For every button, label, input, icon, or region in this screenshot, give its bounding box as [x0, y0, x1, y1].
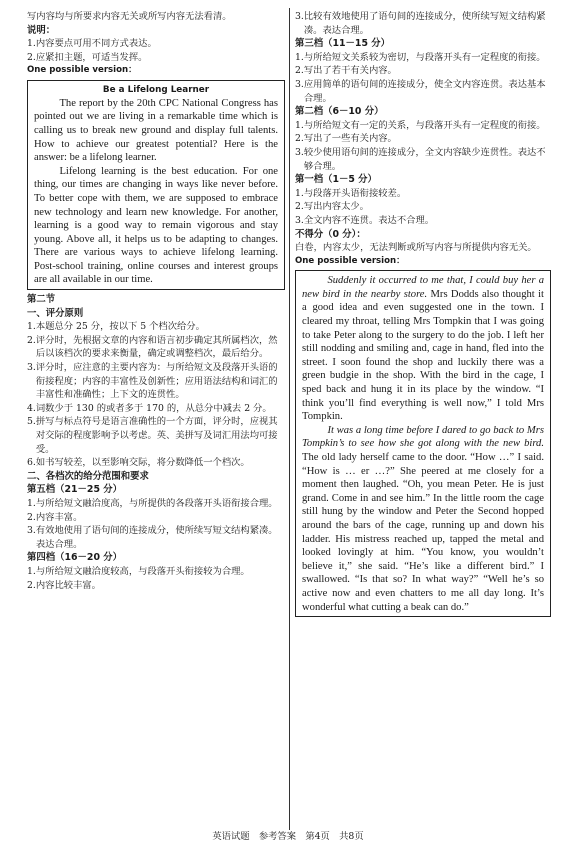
band1-heading: 第一档（1－5 分）: [295, 174, 377, 186]
sample-story-box: [295, 270, 551, 617]
story-text: The old lady herself came to the door. “How …” I said. “How is … er …?” She peered at me closely for a moment then laughed. “Oh, you mean Peter. He is just grand. Come in and see him.” In the little room the cage still hung by the window and Peter the Second hopped around the bars of the cage, running up and down his ladder. His mistress reached up, tapped the metal and looked lovingly at him. “You know, you wouldn’t believe it,” she said. “He’s like a different bird.” I swallowed. “Is that so? In what way?” “Well he’s so active now and even chatters to me all day long. It’s wonderful what cutting a beak can do.”: [302, 452, 544, 613]
essay-paragraph: Lifelong learning is the best education. For one thing, our times are changing in ways like never before. To better cope with them, we are supposed to embrace new technology and learn new knowledge. For another, learning is a good way to remain vigorous and stay young. Above all, it helps us to be adapting to changes. There are various ways to achieve lifelong learning. Post-school training, online courses and interest groups are all available in our time.: [34, 165, 278, 286]
story-paragraph: [302, 274, 544, 424]
list-item: 3. 应用简单的语句间的连接成分，使全文内容连贯。表达基本合理。: [295, 78, 546, 104]
band3-heading: 第三档（11－15 分）: [295, 38, 390, 50]
list-item: 2. 评分时，先根据文章的内容和语言初步确定其所属档次，然后以该档次的要求来衡量，确定或调整档次，最后给分。: [27, 334, 278, 360]
story-text: Mrs Dodds also thought it a good idea and even suggested one in the town. I cleared my throat, telling Mrs Tompkin that I was going to take Peter along to the surgery to do the job. I left her still nodding and smiling and, cage in hand, fled into the street. I soon found the shop and luckily there was a green budgie in the shop. With the bird in the cage, I sped back and hung it in its place by the window. “I think you’ll find everything is well now,” I told Mrs Tompkin.: [302, 288, 544, 423]
list-item: 1. 与所给短文关系较为密切，与段落开头有一定程度的衔接。: [295, 51, 546, 63]
band5-heading: 第五档（21－25 分）: [27, 484, 122, 496]
left-column: [27, 10, 285, 592]
sample-essay-box: [27, 80, 285, 290]
list-item: 1. 与段落开头语衔接较差。: [295, 187, 407, 199]
band5-list: [27, 497, 285, 551]
list-item: 1. 本题总分 25 分，按以下 5 个档次给分。: [27, 321, 205, 333]
right-column: [295, 10, 551, 617]
list-item: 3. 有效地使用了语句间的连接成分，使所续写短文结构紧凑。表达合理。: [27, 525, 278, 550]
list-item: 2. 写出了若干有关内容。: [295, 65, 397, 77]
notes-list: [27, 37, 285, 64]
version-heading: One possible version：: [27, 65, 137, 76]
essay-title: Be a Lifelong Learner: [102, 84, 210, 95]
list-item: 3. 较少使用语句间的连接成分，全文内容缺少连贯性。表达不够合理。: [295, 146, 546, 172]
story-paragraph: [302, 424, 544, 614]
list-item: 6. 如书写较差，以至影响交际，将分数降低一个档次。: [27, 457, 250, 469]
band1-list: [295, 187, 551, 228]
band2-list: [295, 119, 551, 173]
list-item: 1. 内容要点可用不同方式表达。: [27, 38, 157, 50]
list-item: 2. 写出了一些有关内容。: [295, 133, 397, 145]
ranges-heading: 二、各档次的给分范围和要求: [27, 470, 149, 482]
principles-heading: 一、评分原则: [27, 307, 84, 319]
list-item: 2. 内容比较丰富。: [27, 579, 101, 591]
band2-heading: 第二档（6－10 分）: [295, 106, 384, 118]
story-lead-sentence: Suddenly it occurred to me that, I could buy her a new bird in the nearby store.: [302, 275, 544, 300]
page-footer: 英语试题 参考答案 第4页 共8页: [212, 831, 364, 842]
list-item: 1. 与所给短文融洽度较高，与段落开头衔接较为合理。: [27, 565, 250, 577]
band4-list: [27, 565, 285, 592]
version-heading: One possible version：: [295, 255, 405, 266]
list-item: 1. 与所给短文融洽度高，与所提供的各段落开头语衔接合理。: [27, 497, 278, 509]
principles-list: [27, 320, 285, 470]
list-item: 3. 全文内容不连贯。表达不合理。: [295, 214, 435, 226]
section-heading: 第二节: [27, 294, 56, 306]
column-divider: [289, 8, 290, 830]
story-lead-sentence: It was a long time before I dared to go back to Mrs Tompkin’s to see how she got along with the new bird.: [302, 424, 544, 450]
list-item: 2. 应紧扣主题，可适当发挥。: [27, 51, 148, 63]
list-item: 2. 内容丰富。: [27, 511, 83, 523]
band4-cont-list: [295, 10, 551, 37]
list-item: 1. 与所给短文有一定的关系，与段落开头有一定程度的衔接。: [295, 119, 546, 131]
list-item: 2. 写出内容太少。: [295, 201, 369, 213]
zero-heading: 不得分（0 分）：: [295, 228, 366, 240]
list-item: 4. 词数少于 130 的或者多于 170 的，从总分中减去 2 分。: [27, 402, 272, 414]
band4-heading: 第四档（16－20 分）: [27, 552, 122, 564]
note-heading: 说明：: [27, 24, 56, 36]
list-item: 3. 评分时，应注意的主要内容为：与所给短文及段落开头语的衔接程度；内容的丰富性及创新性；应用语法结构和词汇的丰富性和准确性；上下文的连贯性。: [27, 362, 278, 401]
list-item: 5. 拼写与标点符号是语言准确性的一个方面，评分时，应视其对交际的程度影响予以考虑。英、美拼写及词汇用法均可接受。: [27, 416, 278, 455]
zero-text: 白卷，内容太少，无法判断或所写内容与所提供内容无关。: [295, 242, 537, 254]
intro-line: 写内容均与所要求内容无关或所写内容无法看清。: [27, 11, 232, 22]
list-item: 3. 比较有效地使用了语句间的连接成分，使所续写短文结构紧凑。表达合理。: [295, 11, 546, 36]
essay-paragraph: The report by the 20th CPC National Congress has pointed out we are living in a remarkable time which is calling us to break new ground and display full talents. How to achieve our greatest potential? Here is the answer: be a lifelong learner.: [34, 97, 278, 164]
band3-list: [295, 51, 551, 105]
